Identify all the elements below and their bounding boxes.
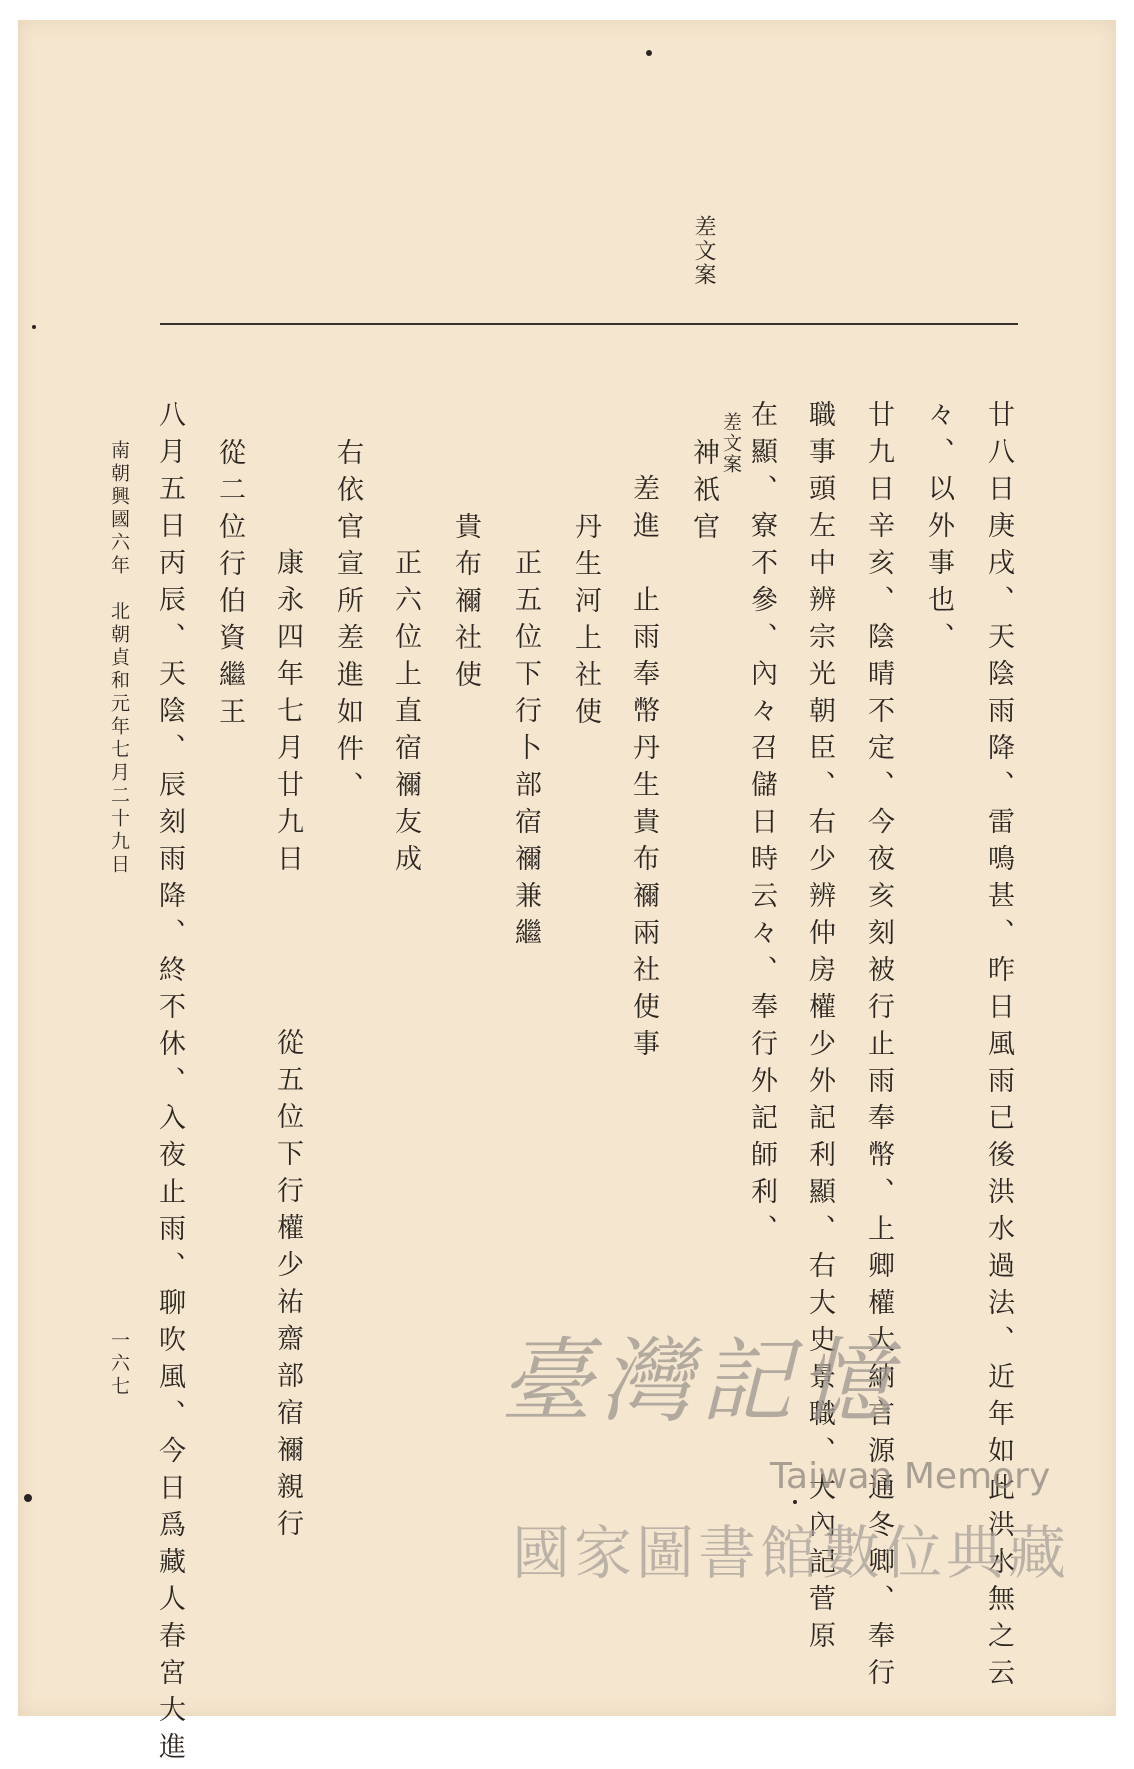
speck — [24, 1494, 32, 1502]
text-column: 在顯、寮不參、內々召儲日時云々、奉行外記師利、 — [746, 400, 777, 1251]
text-column: 神祇官 — [688, 438, 719, 549]
text-column: 廿八日庚戌、天陰雨降、雷鳴甚、昨日風雨已後洪水過法、近年如此洪水無之云 — [983, 400, 1014, 1695]
speck — [793, 1500, 797, 1504]
watermark-english: Taiwan Memory — [770, 1456, 1051, 1497]
text-column: 八月五日丙辰、天陰、辰刻雨降、終不休、入夜止雨、聊吹風、今日爲藏人春宮大進 — [154, 400, 185, 1769]
text-column: 從五位下行權少祐齋部宿禰親行 — [272, 1028, 303, 1546]
watermark-library: 國家圖書館數位典藏 — [512, 1519, 1071, 1587]
text-column: 廿九日辛亥、陰晴不定、今夜亥刻被行止雨奉幣、上卿權大納言源通冬卿、奉行 — [863, 400, 894, 1695]
speck — [646, 50, 652, 56]
running-header: 差文案 — [691, 215, 716, 287]
header-rule — [160, 323, 1018, 325]
text-column: 從二位行伯資繼王 — [214, 438, 245, 734]
text-column: 丹生河上社使 — [570, 512, 601, 734]
inline-note: 差文案 — [720, 412, 742, 475]
text-column: 正五位下行卜部宿禰兼繼 — [510, 548, 541, 955]
era-date-footer: 南朝興國六年 北朝貞和元年七月二十九日 — [108, 440, 130, 877]
page-number: 一六七 — [108, 1330, 130, 1399]
speck — [32, 325, 36, 329]
text-column: 貴布禰社使 — [450, 512, 481, 697]
text-column: 右依官宣所差進如件、 — [332, 438, 363, 808]
watermark-script: 臺灣記憶 — [500, 1328, 901, 1435]
text-column: 職事頭左中辨宗光朝臣、右少辨仲房權少外記利顯、右大史景職、大內記菅原 — [804, 400, 835, 1658]
text-column: 康永四年七月廿九日 — [272, 548, 303, 881]
text-column: 々、以外事也、 — [923, 400, 954, 659]
text-column: 差進 止雨奉幣丹生貴布禰兩社使事 — [628, 474, 659, 1066]
text-column: 正六位上直宿禰友成 — [390, 548, 421, 881]
